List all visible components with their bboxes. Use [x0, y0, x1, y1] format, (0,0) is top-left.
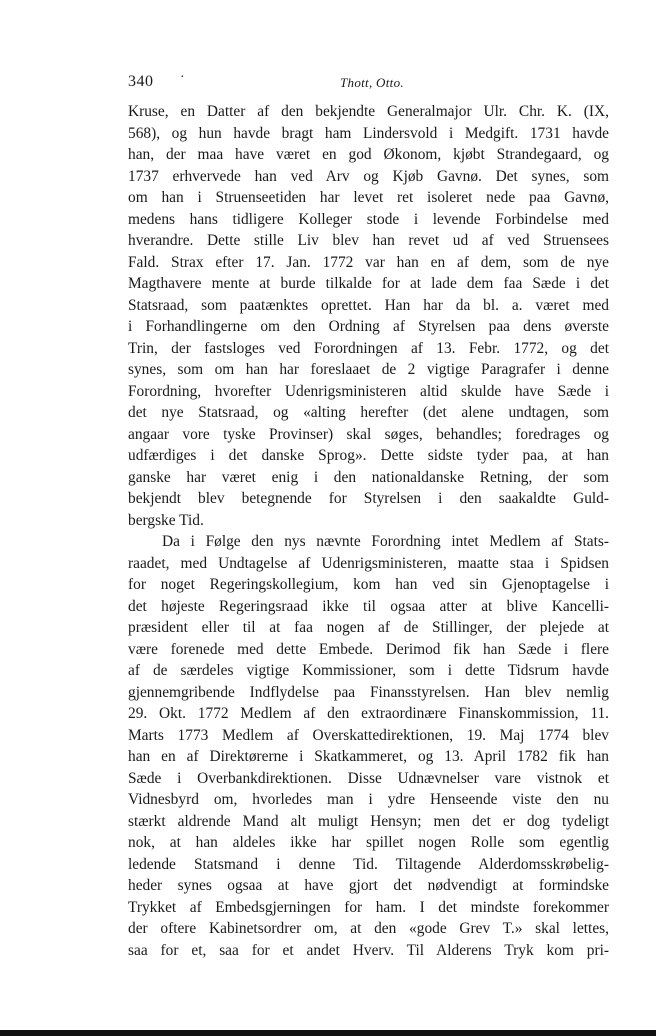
- text-line: det nye Statsraad, og «alting herefter (det alene undtagen, som: [128, 404, 609, 421]
- text-line: hverandre. Dette stille Liv blev han revet ud af ved Struensees: [128, 232, 609, 249]
- text-line: heder synes ogsaa at have gjort det nødvendigt at formindske: [128, 877, 609, 894]
- text-line: være forenede med dette Embede. Derimod fik han Sæde i flere: [128, 640, 609, 658]
- text-line: nok, at han aldeles ikke har spillet nogen Rolle som egentlig: [128, 834, 609, 851]
- text-line: Statsraad, som paatænktes oprettet. Han har da bl. a. været med: [128, 296, 609, 314]
- text-line: ganske har været enig i den nationaldanske Retning, der som: [128, 468, 609, 486]
- text-line: det højeste Regeringsraad ikke til ogsaa atter at blive Kancelli-: [128, 597, 609, 615]
- text-line: Magthavere mente at burde tilkalde for at lade dem faa Sæde i det: [128, 275, 609, 292]
- text-line: Vidnesbyrd om, hvorledes man i ydre Henseende viste den nu: [128, 791, 609, 808]
- text-line: udfærdiges i det danske Sprog». Dette sidste tyder paa, at han: [128, 447, 609, 464]
- text-line: i Forhandlingerne om den Ordning af Styrelsen paa dens øverste: [128, 318, 609, 335]
- text-line: 29. Okt. 1772 Medlem af den extraordinære Finanskommission, 11.: [128, 705, 609, 722]
- text-line: Fald. Strax efter 17. Jan. 1772 var han en af dem, som de nye: [128, 253, 609, 271]
- text-line: han, der maa have været en god Økonom, kjøbt Strandegaard, og: [128, 146, 609, 163]
- body-text: [128, 101, 609, 961]
- text-line: for noget Regeringskollegium, kom han ved sin Gjenoptagelse i: [128, 576, 609, 593]
- scan-edge-bar: [0, 1030, 656, 1036]
- page-number: 340: [128, 73, 154, 90]
- text-line: bekjendt blev betegnende for Styrelsen i den saakaldte Guld-: [128, 490, 609, 507]
- text-line: stærkt aldrende Mand alt muligt Hensyn; men det er dog tydeligt: [128, 812, 609, 830]
- text-line: gjennemgribende Indflydelse paa Finansstyrelsen. Han blev nemlig: [128, 683, 609, 701]
- text-line: bergske Tid.: [128, 511, 204, 529]
- paragraph-first-line: Da i Følge den nys nævnte Forordning intet Medlem af Stats-: [162, 533, 609, 550]
- text-line: medens hans tidligere Kolleger stode i levende Forbindelse med: [128, 210, 609, 228]
- text-line: Marts 1773 Medlem af Overskattedirektionen, 19. Maj 1774 blev: [128, 726, 609, 744]
- text-line: 568), og hun havde bragt ham Lindersvold i Medgift. 1731 havde: [128, 124, 609, 142]
- text-line: synes, som om han har foreslaaet de 2 vigtige Paragrafer i denne: [128, 361, 609, 378]
- text-line: om han i Struenseetiden har levet ret isoleret nede paa Gavnø,: [128, 189, 609, 206]
- text-line: Trykket af Embedsgjerningen for ham. I det mindste forekommer: [128, 898, 609, 916]
- text-line: ledende Statsmand i denne Tid. Tiltagende Alderdomsskrøbelig-: [128, 855, 609, 873]
- text-line: 1737 erhvervede han ved Arv og Kjøb Gavnø. Det synes, som: [128, 167, 609, 185]
- text-line: Trin, der fastsloges ved Forordningen af 13. Febr. 1772, og det: [128, 339, 609, 357]
- text-line: der oftere Kabinetsordrer om, at den «gode Grev T.» skal lettes,: [128, 920, 609, 937]
- text-line: af de særdeles vigtige Kommissioner, som i dette Tidsrum havde: [128, 662, 609, 679]
- text-line: Sæde i Overbankdirektionen. Disse Udnævnelser vare vistnok et: [128, 769, 609, 787]
- text-line: angaar vore tyske Provinser) skal søges, behandles; foredrages og: [128, 425, 609, 443]
- text-line: han en af Direktørerne i Skatkammeret, og 13. April 1782 fik han: [128, 748, 609, 765]
- text-line: saa for et, saa for et andet Hverv. Til Alderens Tryk kom pri-: [128, 941, 609, 959]
- text-line: præsident eller til at faa nogen af de Stillinger, der plejede at: [128, 619, 609, 636]
- text-line: Kruse, en Datter af den bekjendte Generalmajor Ulr. Chr. K. (IX,: [128, 103, 609, 120]
- running-head: Thott, Otto.: [340, 75, 404, 90]
- text-line: Forordning, hvorefter Udenrigsministeren altid skulde have Sæde i: [128, 382, 609, 400]
- text-line: raadet, med Undtagelse af Udenrigsministeren, maatte staa i Spidsen: [128, 554, 609, 572]
- header-dot: ·: [180, 70, 185, 85]
